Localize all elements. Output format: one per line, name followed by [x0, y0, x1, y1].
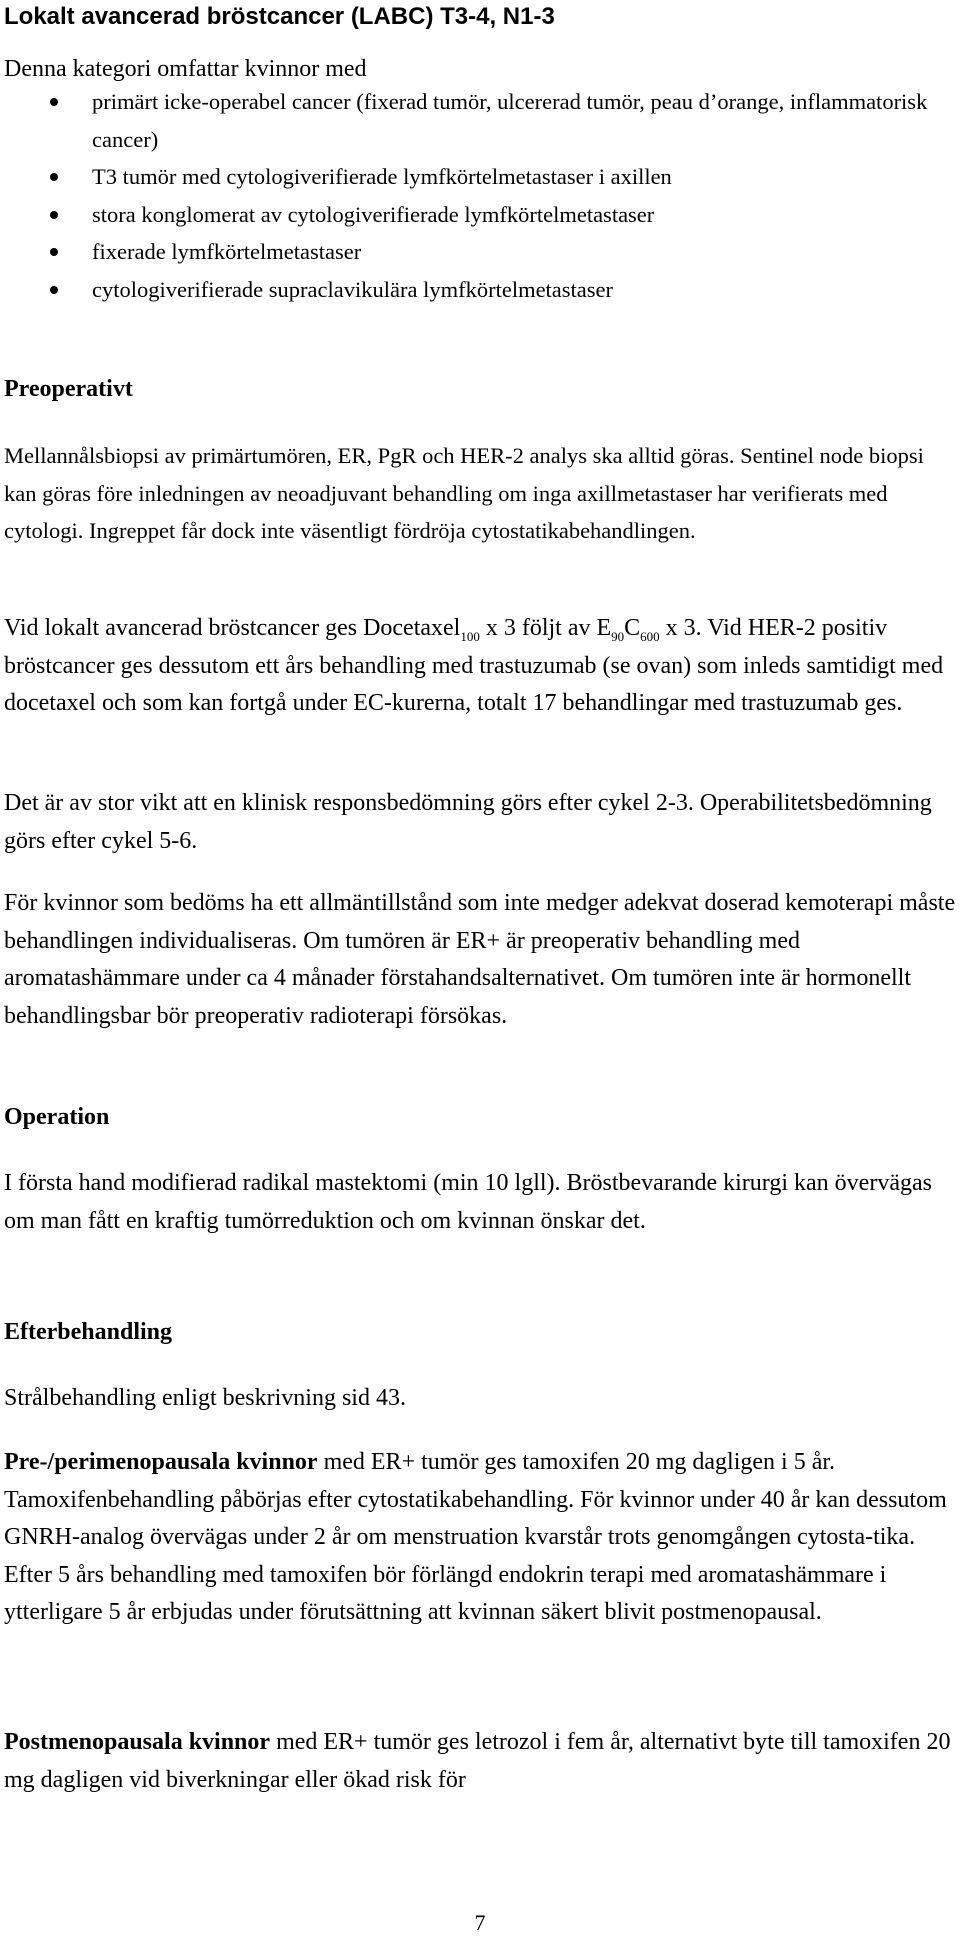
paragraph-biopsy: Mellannålsbiopsi av primärtumören, ER, PgR och HER-2 analys ska alltid göras. Sentinel node biopsi kan göras före inledningen av neoadjuvant behandling om inga axillmetastaser har verifierats med cytologi. Ingreppet får dock inte väsentligt fördröja cytostatikabehandlingen. — [4, 443, 924, 543]
list-item — [0, 271, 960, 309]
text-run: x 3. Vid HER-2 positiv bröstcancer ges dessutom ett års behandling med trastuzumab (se ovan) som inleds samtidigt med docetaxel och som kan fortgå under EC-kurerna, totalt 17 behandlingar med trastuzumab ges. — [4, 615, 944, 716]
bullet-icon — [50, 286, 58, 294]
paragraph-operation: I första hand modifierad radikal mastektomi (min 10 lgll). Bröstbevarande kirurgi kan övervägas om man fått en kraftig tumörreduktion och om kvinnan önskar det. — [4, 1170, 932, 1234]
list-item-text: cytologiverifierade supraclavikulära lymfkörtelmetastaser — [92, 276, 614, 302]
subscript: 600 — [640, 629, 660, 644]
text-run: C — [624, 615, 641, 641]
list-item-text: fixerade lymfkörtelmetastaser — [92, 239, 362, 264]
list-item — [0, 196, 960, 234]
heading-preoperativt: Preoperativt — [4, 376, 133, 402]
paragraph-response: Det är av stor vikt att en klinisk responsbedömning görs efter cykel 2-3. Operabilitetsbedömning görs efter cykel 5-6. — [4, 790, 932, 854]
list-item-text: stora konglomerat av cytologiverifierade lymfkörtelmetastaser — [92, 201, 655, 227]
text-run: med ER+ tumör ges letrozol i fem år, alternativt byte till tamoxifen 20 mg dagligen vid biverkningar eller ökad risk för — [4, 1729, 951, 1793]
list-item — [0, 83, 960, 158]
text-run: x 3 följt av E — [479, 615, 612, 641]
bullet-icon — [50, 98, 58, 106]
list-item-text: T3 tumör med cytologiverifierade lymfkörtelmetastaser i axillen — [92, 164, 672, 189]
heading-operation: Operation — [4, 1104, 110, 1130]
paragraph-radiation: Strålbehandling enligt beskrivning sid 43. — [4, 1385, 406, 1411]
paragraph-docetaxel — [4, 610, 956, 723]
paragraph-individualize: För kvinnor som bedöms ha ett allmäntillstånd som inte medger adekvat doserad kemoterapi måste behandlingen individualiseras. Om tumören är ER+ är preoperativ behandling med aromatashämmare under ca 4 månader förstahandsalternativet. Om tumören inte är hormonellt behandlingsbar bör preoperativ radioterapi försökas. — [4, 890, 956, 1029]
paragraph-premenopausal — [4, 1444, 956, 1632]
bullet-icon — [50, 248, 58, 256]
subscript: 90 — [611, 629, 625, 644]
criteria-list — [0, 83, 960, 308]
paragraph-postmenopausal — [4, 1724, 956, 1799]
list-item-text: primärt icke-operabel cancer (fixerad tumör, ulcererad tumör, peau d’orange, inflammatorisk cancer) — [92, 89, 928, 152]
page-number: 7 — [474, 1910, 486, 1935]
bullet-icon — [50, 173, 58, 181]
lead-postmenopausal: Postmenopausala kvinnor — [4, 1729, 271, 1755]
lead-premenopausal: Pre-/perimenopausala kvinnor — [4, 1449, 318, 1475]
text-run: med ER+ tumör ges tamoxifen 20 mg dagligen i 5 år. Tamoxifenbehandling påbörjas efter cytostatikabehandling. För kvinnor under 40 år kan dessutom GNRH-analog övervägas under 2 år om menstruation kvarstår trots genomgången cytosta-tika. Efter 5 års behandling med tamoxifen bör förlängd endokrin terapi med aromatashämmare i ytterligare 5 år erbjudas under förutsättning att kvinnan säkert blivit postmenopausal. — [4, 1449, 947, 1625]
intro-text: Denna kategori omfattar kvinnor med — [4, 56, 367, 82]
text-run: Vid lokalt avancerad bröstcancer ges Docetaxel — [4, 615, 461, 641]
bullet-icon — [50, 211, 58, 219]
list-item — [0, 233, 960, 271]
heading-efterbehandling: Efterbehandling — [4, 1319, 173, 1345]
list-item — [0, 158, 960, 196]
subscript: 100 — [460, 629, 480, 644]
section-title: Lokalt avancerad bröstcancer (LABC) T3-4, N1-3 — [4, 3, 555, 30]
